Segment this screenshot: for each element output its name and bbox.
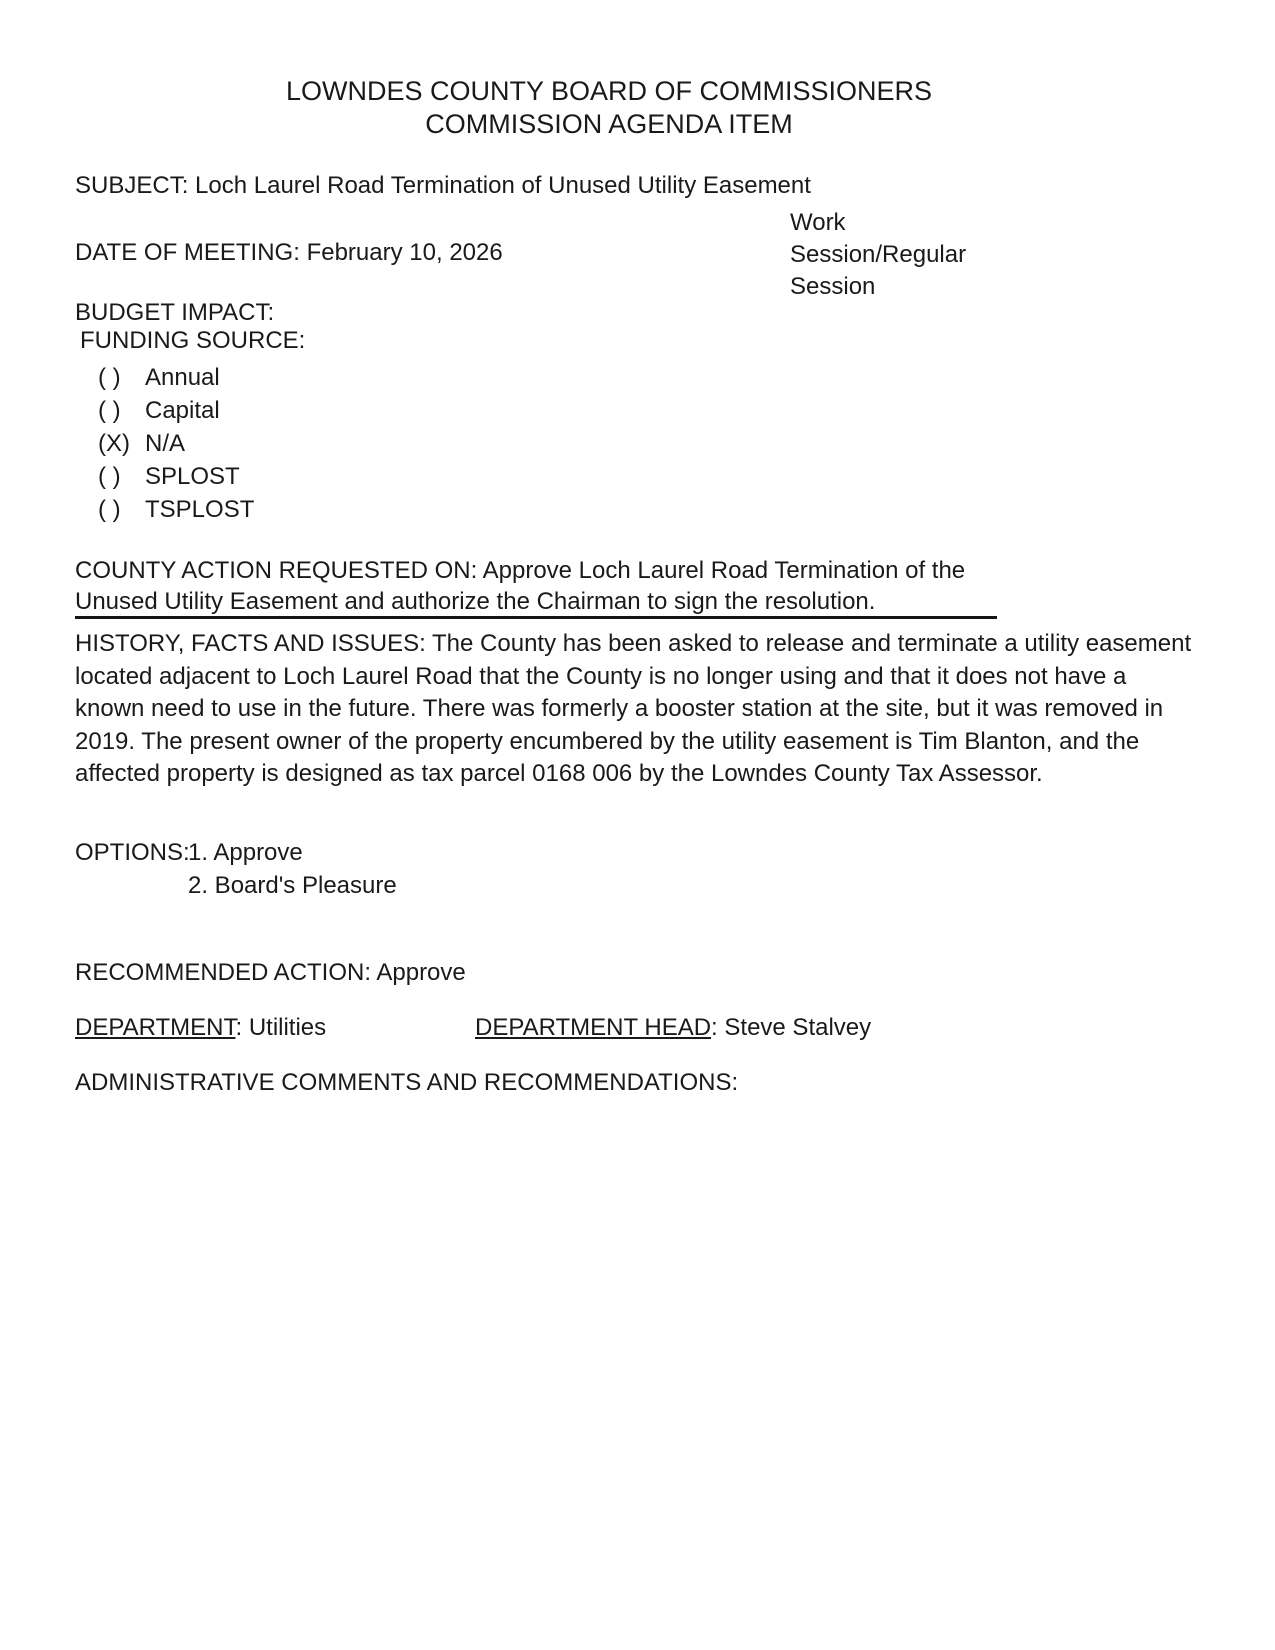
funding-option-capital xyxy=(98,394,254,427)
recommended-action-line xyxy=(75,957,466,988)
department-row xyxy=(75,1012,1197,1045)
administrative-comments-label: ADMINISTRATIVE COMMENTS AND RECOMMENDATIONS: xyxy=(75,1069,739,1096)
department-head-value: Steve Stalvey xyxy=(724,1014,872,1041)
department-separator: : xyxy=(235,1014,243,1041)
funding-option-label: N/A xyxy=(145,430,186,457)
history-paragraph xyxy=(75,628,1197,791)
option-item-boards-pleasure: 2. Board's Pleasure xyxy=(188,871,397,899)
funding-option-label: SPLOST xyxy=(145,463,240,490)
department-group xyxy=(75,1012,326,1043)
funding-option-label: Annual xyxy=(145,364,220,391)
budget-impact-line xyxy=(75,297,274,328)
recommended-action-label: RECOMMENDED ACTION: xyxy=(75,959,372,986)
subject-line xyxy=(75,170,811,201)
department-value: Utilities xyxy=(248,1014,327,1041)
options-items xyxy=(188,837,397,902)
checkbox-capital: ( ) xyxy=(98,397,121,424)
options-section xyxy=(75,837,397,902)
funding-option-label: Capital xyxy=(145,397,220,424)
funding-source-label: FUNDING SOURCE: xyxy=(80,327,306,354)
history-label: HISTORY, FACTS AND ISSUES: xyxy=(75,630,426,657)
department-label: DEPARTMENT xyxy=(75,1014,236,1041)
date-of-meeting-line xyxy=(75,237,503,268)
checkbox-splost: ( ) xyxy=(98,463,121,490)
session-type-line: Work xyxy=(790,209,846,236)
funding-option-tsplost xyxy=(98,493,254,526)
recommended-action-value: Approve xyxy=(376,959,466,986)
checkbox-tsplost: ( ) xyxy=(98,496,121,523)
subject-label: SUBJECT: xyxy=(75,172,189,199)
options-label: OPTIONS: xyxy=(75,839,190,866)
session-type-line: Session xyxy=(790,273,876,300)
county-action-paragraph xyxy=(75,555,1010,617)
document-title xyxy=(0,75,1218,141)
session-type-line: Session/Regular xyxy=(790,241,967,268)
date-of-meeting-value: February 10, 2026 xyxy=(306,239,503,266)
department-head-separator: : xyxy=(711,1014,718,1041)
date-of-meeting-label: DATE OF MEETING: xyxy=(75,239,300,266)
checkbox-na-checked: (X) xyxy=(98,430,130,457)
option-item-approve: 1. Approve xyxy=(188,839,303,866)
department-head-group xyxy=(475,1012,871,1043)
county-action-label: COUNTY ACTION REQUESTED ON: xyxy=(75,557,478,584)
funding-option-annual xyxy=(98,361,254,394)
county-action-text: Approve Loch Laurel Road Termination of the Unused Utility Easement and authorize the Chairman to sign the resolution. xyxy=(75,557,966,615)
title-line-agenda: COMMISSION AGENDA ITEM xyxy=(425,109,793,139)
funding-option-label: TSPLOST xyxy=(145,496,255,523)
funding-source-options xyxy=(98,361,254,526)
checkbox-annual: ( ) xyxy=(98,364,121,391)
funding-option-splost xyxy=(98,460,254,493)
funding-option-na xyxy=(98,427,254,460)
session-type-block xyxy=(790,207,966,303)
department-head-label: DEPARTMENT HEAD xyxy=(475,1014,712,1041)
funding-source-line xyxy=(80,325,305,356)
history-text: The County has been asked to release and terminate a utility easement located adjacent to Loch Laurel Road that the County is no longer using and that it does not have a known need to use in the future. There was formerly a booster station at the site, but it was removed in 2019. The present owner of the property encumbered by the utility easement is Tim Blanton, and the affected property is designed as tax parcel 0168 006 by the Lowndes County Tax Assessor. xyxy=(75,630,1192,787)
budget-impact-label: BUDGET IMPACT: xyxy=(75,299,275,326)
administrative-comments-line xyxy=(75,1067,738,1098)
horizontal-rule xyxy=(75,616,997,619)
title-line-board: LOWNDES COUNTY BOARD OF COMMISSIONERS xyxy=(285,76,933,106)
subject-value: Loch Laurel Road Termination of Unused Utility Easement xyxy=(195,172,811,199)
